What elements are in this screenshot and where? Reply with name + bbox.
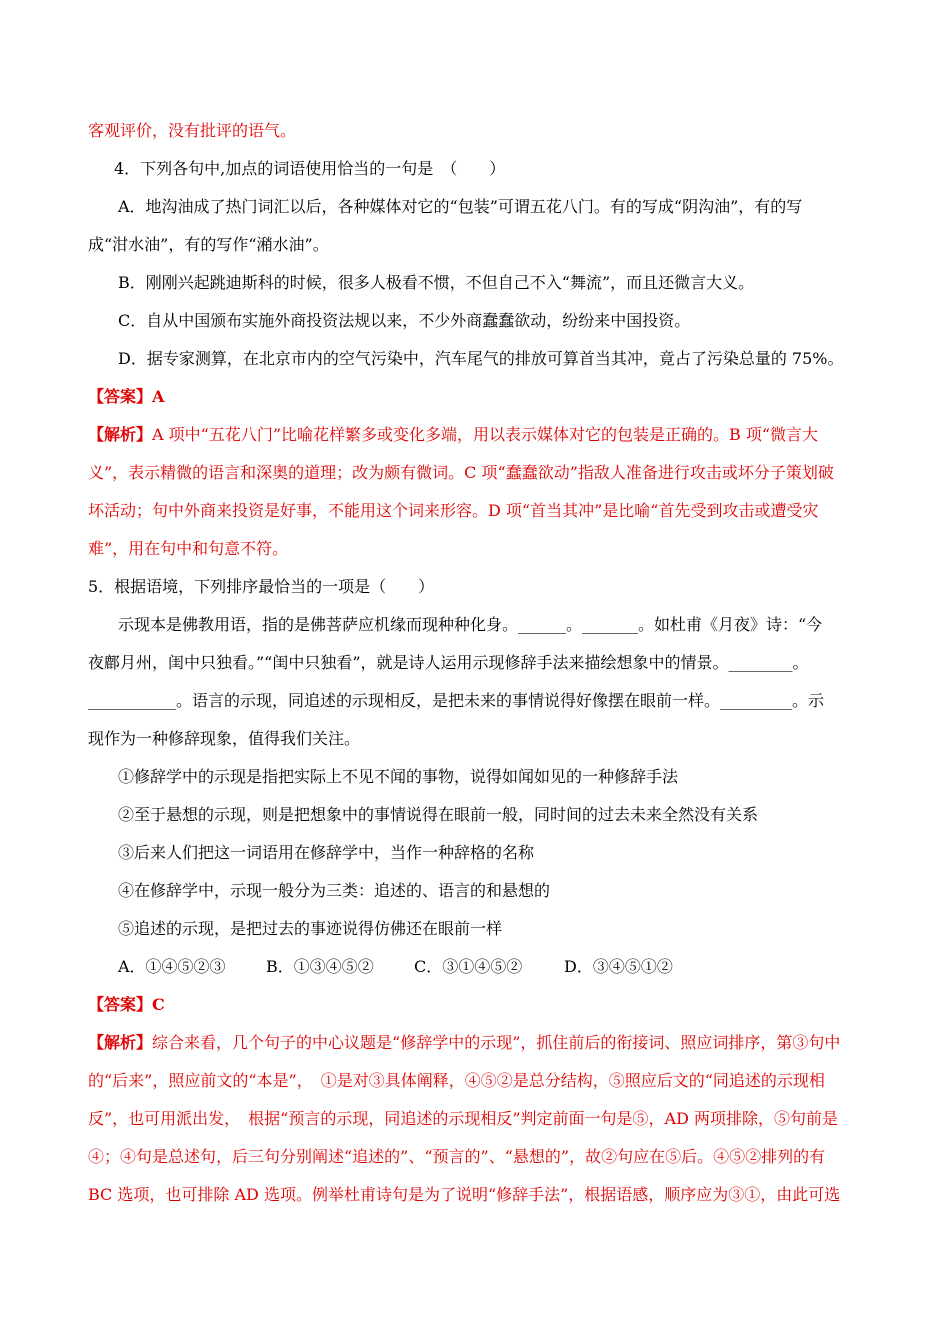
q5-analysis-line5: BC 选项，也可排除 AD 选项。例举杜甫诗句是为了说明“修辞手法”，根据语感，顺序应为③①，由此可选 [88,1185,841,1204]
q4-stem: 4．下列各句中,加点的词语使用恰当的一句是 （ ） [114,159,506,178]
q5-analysis-line2: 的“后来”，照应前文的“本是”， ①是对③具体阐释，④⑤②是总分结构，⑤照应后文的“同追述的示现相 [88,1071,825,1090]
q4-option-c: C．自从中国颁布实施外商投资法规以来，不少外商蠢蠢欲动，纷纷来中国投资。 [118,311,691,330]
q5-option-b: B．①③④⑤② [266,957,374,976]
q5-item-2: ②至于悬想的示现，则是把想象中的事情说得在眼前一般，同时间的过去未来全然没有关系 [118,805,759,824]
q4-answer-label: 【答案】 [88,387,153,406]
q5-analysis-line4: ④；④句是总述句，后三句分别阐述“追述的”、“预言的”、“悬想的”，故②句应在⑤后。④⑤②排列的有 [88,1147,826,1166]
document-page [88,112,864,1214]
q5-answer-value: C [152,995,165,1014]
q4-analysis-line4: 难”，用在句中和句意不符。 [88,539,289,558]
q5-passage-line4: 现作为一种修辞现象，值得我们关注。 [88,729,361,748]
q5-item-4: ④在修辞学中，示现一般分为三类：追述的、语言的和悬想的 [118,881,551,900]
q4-analysis-text-1: A 项中“五花八门”比喻花样繁多或变化多端，用以表示媒体对它的包装是正确的。B 项“微言大 [152,425,819,444]
q5-answer [88,986,864,1024]
q5-options [88,948,864,986]
previous-analysis-tail: 客观评价，没有批评的语气。 [88,121,297,140]
q5-passage-line2: 夜鄜月州，闺中只独看。”“闺中只独看”，就是诗人运用示现修辞手法来描绘想象中的情景。________。 [88,653,809,672]
q4-option-b: B．刚刚兴起跳迪斯科的时候，很多人极看不惯，不但自己不入“舞流”，而且还微言大义。 [118,273,755,292]
q5-analysis-line1 [88,1024,864,1062]
q5-option-a: A．①④⑤②③ [118,957,226,976]
q5-option-d: D．③④⑤①② [564,957,673,976]
q5-analysis-line3: 反”，也可用派出发， 根据“预言的示现，同追述的示现相反”判定前面一句是⑤，AD 两项排除，⑤句前是 [88,1109,839,1128]
q4-analysis-line3: 坏活动；句中外商来投资是好事，不能用这个词来形容。D 项“首当其冲”是比喻“首先受到攻击或遭受灾 [88,501,819,520]
q4-analysis-line1 [88,416,864,454]
q4-option-a-line1: A．地沟油成了热门词汇以后，各种媒体对它的“包装”可谓五花八门。有的写成“阴沟油”，有的写 [118,197,803,216]
q5-stem: 5．根据语境，下列排序最恰当的一项是（ ） [88,577,435,596]
q5-passage-line1: 示现本是佛教用语，指的是佛菩萨应机缘而现种种化身。______。_______。如杜甫《月夜》诗：“今 [118,615,823,634]
q4-analysis-label: 【解析】 [88,425,153,444]
q5-analysis-text-1: 综合来看，几个句子的中心议题是“修辞学中的示现”，抓住前后的衔接词、照应词排序，第③句中 [152,1033,841,1052]
q4-option-d: D．据专家测算，在北京市内的空气污染中，汽车尾气的排放可算首当其冲，竟占了污染总量的 75%。 [118,349,844,368]
q5-item-1: ①修辞学中的示现是指把实际上不见不闻的事物，说得如闻如见的一种修辞手法 [118,767,679,786]
q4-answer-value: A [152,387,165,406]
q5-item-5: ⑤追述的示现，是把过去的事迹说得仿佛还在眼前一样 [118,919,503,938]
q5-analysis-label: 【解析】 [88,1033,153,1052]
q5-item-3: ③后来人们把这一词语用在修辞学中，当作一种辞格的名称 [118,843,535,862]
q4-answer [88,378,864,416]
q5-passage-line3: ___________。语言的示现，同追述的示现相反，是把未来的事情说得好像摆在眼前一样。_________。示 [88,691,825,710]
q4-analysis-line2: 义”，表示精微的语言和深奥的道理；改为颇有微词。C 项“蠢蠢欲动”指敌人准备进行攻击或坏分子策划破 [88,463,834,482]
q5-answer-label: 【答案】 [88,995,153,1014]
q4-option-a-line2: 成“泔水油”，有的写作“潲水油”。 [88,235,329,254]
q5-option-c: C．③①④⑤② [414,957,523,976]
